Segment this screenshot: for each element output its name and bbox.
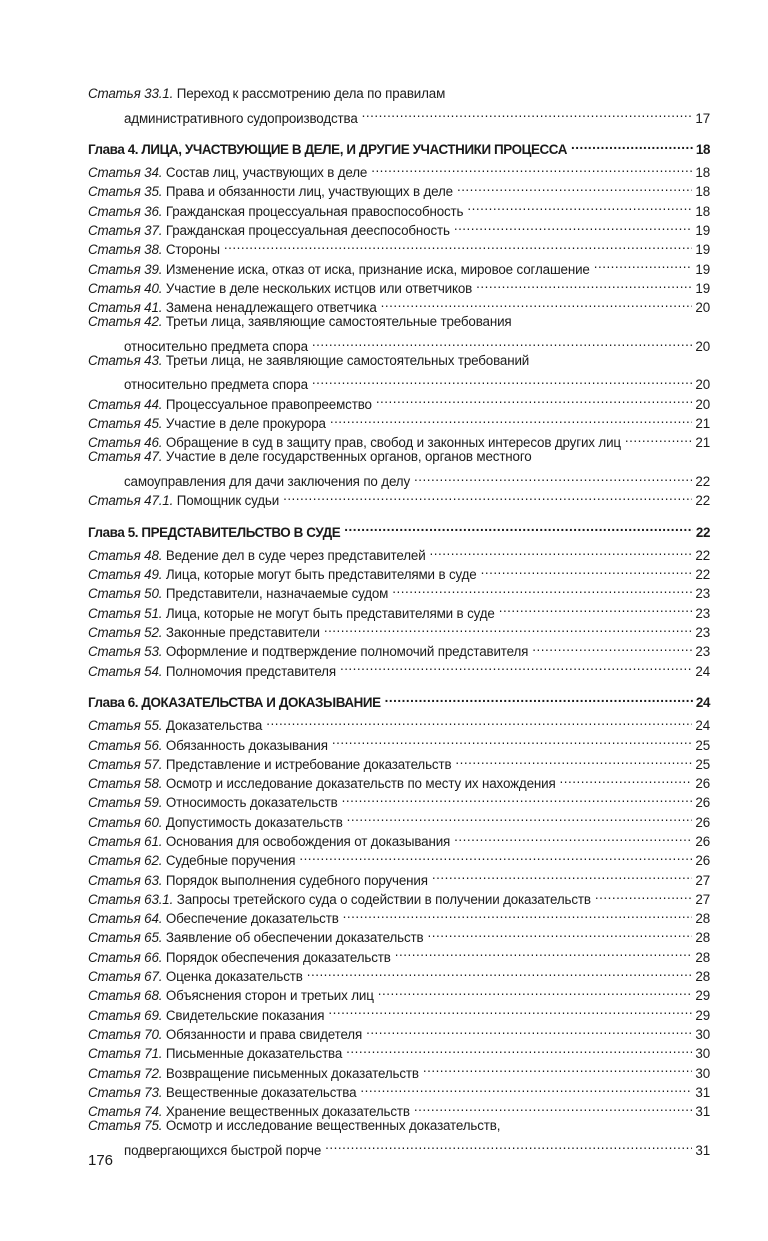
- dot-leader: [414, 1097, 693, 1116]
- toc-page-number: 29: [695, 988, 710, 1004]
- dot-leader: [392, 579, 692, 598]
- article-label: Статья 42.: [88, 314, 163, 330]
- dot-leader: [344, 517, 693, 536]
- chapter-title: Глава 6. ДОКАЗАТЕЛЬСТВА И ДОКАЗЫВАНИЕ: [88, 694, 381, 710]
- dot-leader: [362, 103, 693, 122]
- dot-leader: [594, 254, 693, 273]
- toc-chapter: [88, 517, 710, 540]
- article-title: Порядок обеспечения доказательств: [165, 949, 391, 965]
- dot-leader: [312, 332, 692, 351]
- toc-entry: [88, 904, 710, 927]
- toc-page-number: 31: [695, 1104, 710, 1120]
- article-title: Возвращение письменных доказательств: [165, 1065, 419, 1081]
- toc-line: [88, 351, 710, 370]
- toc-line: [88, 428, 710, 451]
- toc-page-number: 22: [695, 524, 710, 540]
- dot-leader: [423, 1058, 693, 1077]
- dot-leader: [571, 135, 693, 154]
- article-label: Статья 54.: [88, 663, 163, 679]
- toc-entry: [88, 196, 710, 219]
- toc-page-number: 19: [695, 280, 710, 296]
- article-title: Допустимость доказательств: [165, 814, 343, 830]
- toc-page-number: 30: [695, 1046, 710, 1062]
- article-title: Вещественные доказательства: [165, 1084, 357, 1100]
- article-label: Статья 55.: [88, 718, 163, 734]
- toc-line: [88, 293, 710, 316]
- article-title: Полномочия представителя: [165, 663, 336, 679]
- toc-chapter: [88, 688, 710, 710]
- toc-entry: [88, 177, 710, 200]
- toc-entry: [88, 1020, 710, 1042]
- dot-leader: [428, 923, 693, 942]
- toc-entry: [88, 428, 710, 451]
- toc-entry: [88, 84, 710, 126]
- article-title: Третьи лица, не заявляющие самостоятельных требований: [165, 352, 530, 368]
- dot-leader: [266, 711, 692, 730]
- article-title: Осмотр и исследование вещественных доказательств,: [165, 1118, 501, 1134]
- article-title: Хранение вещественных доказательств: [165, 1104, 410, 1120]
- article-label: Статья 71.: [88, 1046, 163, 1062]
- toc-page-number: 19: [695, 261, 710, 277]
- toc-entry: [88, 769, 710, 792]
- dot-leader: [455, 750, 692, 769]
- toc-entry: [88, 865, 710, 888]
- toc-page-number: 22: [695, 473, 710, 489]
- toc-line: [88, 807, 710, 830]
- article-label: Статья 50.: [88, 586, 163, 602]
- toc-page-number: 28: [695, 949, 710, 965]
- toc-line: [88, 560, 710, 583]
- dot-leader: [454, 216, 693, 235]
- article-title: Помощник судьи: [176, 493, 280, 509]
- toc-line: [88, 846, 710, 869]
- toc-page-number: 26: [695, 814, 710, 830]
- chapter-title: Глава 5. ПРЕДСТАВИТЕЛЬСТВО В СУДЕ: [88, 524, 341, 540]
- toc-page-number: 19: [695, 223, 710, 239]
- toc-entry: [88, 486, 710, 509]
- toc-line: [88, 196, 710, 219]
- toc-line: [88, 1000, 710, 1023]
- dot-leader: [481, 560, 693, 579]
- article-title: Процессуальное правопреемство: [165, 396, 372, 412]
- toc-entry: [88, 1097, 710, 1120]
- toc-entry: [88, 923, 710, 946]
- article-title: Права и обязанности лиц, участвующих в деле: [165, 184, 453, 200]
- toc-entry: [88, 447, 710, 489]
- toc-entry: [88, 216, 710, 239]
- toc-entry: [88, 846, 710, 869]
- article-label: Статья 63.1.: [88, 891, 174, 907]
- toc-line: [88, 312, 710, 331]
- toc-entry: [88, 827, 710, 849]
- toc-page-number: 19: [695, 242, 710, 258]
- toc-page-number: 23: [695, 644, 710, 660]
- article-label: Статья 47.: [88, 449, 163, 465]
- toc-page-number: 22: [695, 567, 710, 583]
- toc-line: [88, 1135, 710, 1158]
- article-label: Статья 72.: [88, 1065, 163, 1081]
- toc-page-number: 18: [695, 203, 710, 219]
- toc-line: [88, 637, 710, 660]
- article-title: Свидетельские показания: [165, 1007, 325, 1023]
- toc-line: [88, 962, 710, 985]
- dot-leader: [560, 769, 693, 788]
- toc-line: [88, 579, 710, 602]
- toc-line: [88, 827, 710, 849]
- toc-line: [88, 904, 710, 927]
- dot-leader: [625, 428, 692, 447]
- toc-page-number: 23: [695, 586, 710, 602]
- article-title: Письменные доказательства: [165, 1046, 343, 1062]
- article-label: Статья 34.: [88, 165, 163, 181]
- toc-entry: [88, 711, 710, 734]
- article-title: Оценка доказательств: [165, 969, 303, 985]
- article-label: Статья 59.: [88, 795, 163, 811]
- toc-entry: [88, 312, 710, 354]
- toc-page-number: 24: [695, 663, 710, 679]
- toc-page-number: 25: [695, 756, 710, 772]
- toc-page-number: 20: [695, 377, 710, 393]
- toc-entry: [88, 409, 710, 432]
- toc-line: [88, 135, 710, 157]
- toc-line: [88, 1116, 710, 1135]
- article-label: Статья 74.: [88, 1104, 163, 1120]
- article-label: Статья 41.: [88, 300, 163, 316]
- toc-line: [88, 1058, 710, 1081]
- article-label: Статья 47.1.: [88, 493, 174, 509]
- toc-page-number: 27: [695, 891, 710, 907]
- toc-line: [88, 730, 710, 753]
- dot-leader: [476, 274, 692, 293]
- dot-leader: [378, 981, 693, 1000]
- article-label: Статья 68.: [88, 988, 163, 1004]
- article-label: Статья 35.: [88, 184, 163, 200]
- article-label: Статья 51.: [88, 605, 163, 621]
- toc-line: [88, 332, 710, 354]
- dot-leader: [343, 904, 693, 923]
- toc-page-number: 21: [695, 435, 710, 451]
- article-title: относительно предмета спора: [124, 377, 308, 393]
- toc-entry: [88, 730, 710, 753]
- article-label: Статья 58.: [88, 776, 163, 792]
- article-label: Статья 65.: [88, 930, 163, 946]
- toc-page-number: 18: [695, 165, 710, 181]
- toc-line: [88, 370, 710, 393]
- page-number: 176: [88, 1152, 114, 1169]
- dot-leader: [395, 942, 693, 961]
- article-title: Гражданская процессуальная правоспособность: [165, 203, 464, 219]
- article-title: Гражданская процессуальная дееспособность: [165, 223, 450, 239]
- toc-line: [88, 541, 710, 563]
- article-title: Ведение дел в суде через представителей: [165, 547, 426, 563]
- toc-page-number: 18: [695, 141, 710, 157]
- toc-line: [88, 618, 710, 641]
- article-title: Участие в деле прокурора: [165, 416, 326, 432]
- toc-page-number: 26: [695, 833, 710, 849]
- toc-line: [88, 885, 710, 907]
- article-title: Оформление и подтверждение полномочий представителя: [165, 644, 529, 660]
- toc-page-number: 21: [695, 416, 710, 432]
- article-title: Обращение в суд в защиту прав, свобод и законных интересов других лиц: [165, 435, 621, 451]
- toc-entry: [88, 1039, 710, 1062]
- toc-page-number: 18: [695, 184, 710, 200]
- article-label: Статья 44.: [88, 396, 163, 412]
- toc-entry: [88, 618, 710, 641]
- article-title: Порядок выполнения судебного поручения: [165, 872, 428, 888]
- toc-line: [88, 923, 710, 946]
- article-label: Статья 39.: [88, 261, 163, 277]
- dot-leader: [224, 235, 693, 254]
- toc-entry: [88, 807, 710, 830]
- article-label: Статья 46.: [88, 435, 163, 451]
- toc-page-number: 24: [695, 718, 710, 734]
- dot-leader: [430, 541, 693, 560]
- article-title: Законные представители: [165, 625, 320, 641]
- article-label: Статья 66.: [88, 949, 163, 965]
- article-label: Статья 56.: [88, 737, 163, 753]
- dot-leader: [376, 389, 693, 408]
- toc-page-number: 26: [695, 776, 710, 792]
- article-title: самоуправления для дачи заключения по делу: [124, 473, 411, 489]
- article-title: Представление и истребование доказательств: [165, 756, 452, 772]
- article-title: подвергающихся быстрой порче: [124, 1142, 322, 1158]
- article-title: Запросы третейского суда о содействии в получении доказательств: [176, 891, 591, 907]
- toc-line: [88, 942, 710, 965]
- article-title: административного судопроизводства: [124, 110, 358, 126]
- toc-page-number: 20: [695, 338, 710, 354]
- article-title: Представители, назначаемые судом: [165, 586, 389, 602]
- toc-line: [88, 981, 710, 1004]
- dot-leader: [330, 409, 693, 428]
- toc-page-number: 30: [695, 1065, 710, 1081]
- article-title: относительно предмета спора: [124, 338, 308, 354]
- toc-line: [88, 769, 710, 792]
- article-title: Лица, которые не могут быть представителями в суде: [165, 605, 495, 621]
- dot-leader: [467, 196, 692, 215]
- toc-page-number: 31: [695, 1084, 710, 1100]
- toc-entry: [88, 598, 710, 621]
- dot-leader: [325, 1135, 692, 1154]
- article-title: Участие в деле нескольких истцов или ответчиков: [165, 280, 473, 296]
- article-label: Статья 37.: [88, 223, 163, 239]
- toc-entry: [88, 942, 710, 965]
- toc-line: [88, 467, 710, 489]
- article-title: Изменение иска, отказ от иска, признание иска, мировое соглашение: [165, 261, 590, 277]
- article-title: Обязанность доказывания: [165, 737, 328, 753]
- toc-page-number: 23: [695, 605, 710, 621]
- toc-entry: [88, 1000, 710, 1023]
- dot-leader: [324, 618, 693, 637]
- toc-entry: [88, 788, 710, 811]
- article-title: Переход к рассмотрению дела по правилам: [176, 86, 446, 101]
- toc-page-number: 24: [695, 694, 710, 710]
- dot-leader: [347, 807, 693, 826]
- toc-page-number: 26: [695, 853, 710, 869]
- article-label: Статья 48.: [88, 547, 163, 563]
- toc-page-number: 28: [695, 911, 710, 927]
- article-title: Третьи лица, заявляющие самостоятельные требования: [165, 314, 512, 330]
- article-label: Статья 53.: [88, 644, 163, 660]
- toc-page-number: 23: [695, 625, 710, 641]
- article-label: Статья 40.: [88, 280, 163, 296]
- toc-page-number: 28: [695, 930, 710, 946]
- article-label: Статья 33.1.: [88, 86, 174, 101]
- toc-page-number: 29: [695, 1007, 710, 1023]
- toc-page-number: 26: [695, 795, 710, 811]
- toc-entry: [88, 637, 710, 660]
- toc-page-number: 20: [695, 396, 710, 412]
- toc-entry: [88, 656, 710, 679]
- toc-entry: [88, 254, 710, 277]
- article-title: Участие в деле государственных органов, органов местного: [165, 449, 532, 465]
- toc-entry: [88, 579, 710, 602]
- dot-leader: [342, 788, 693, 807]
- dot-leader: [328, 1000, 692, 1019]
- article-title: Обеспечение доказательств: [165, 911, 339, 927]
- toc-entry: [88, 885, 710, 907]
- dot-leader: [385, 688, 693, 707]
- toc-entry: [88, 560, 710, 583]
- toc-line: [88, 447, 710, 466]
- toc-line: [88, 1097, 710, 1120]
- toc-line: [88, 158, 710, 181]
- toc-entry: [88, 389, 710, 412]
- article-label: Статья 70.: [88, 1026, 163, 1042]
- article-title: Лица, которые могут быть представителями в суде: [165, 567, 477, 583]
- toc-page-number: 22: [695, 493, 710, 509]
- dot-leader: [457, 177, 692, 196]
- toc-page-number: 25: [695, 737, 710, 753]
- article-label: Статья 43.: [88, 352, 163, 368]
- article-title: Основания для освобождения от доказывания: [165, 833, 451, 849]
- toc-page-number: 31: [695, 1142, 710, 1158]
- toc-entry: [88, 981, 710, 1004]
- toc-page-number: 30: [695, 1026, 710, 1042]
- table-of-contents: [88, 84, 710, 1158]
- toc-page-number: 27: [695, 872, 710, 888]
- article-label: Статья 38.: [88, 242, 163, 258]
- dot-leader: [312, 370, 692, 389]
- toc-page-number: 28: [695, 969, 710, 985]
- article-title: Заявление об обеспечении доказательств: [165, 930, 424, 946]
- toc-line: [88, 711, 710, 734]
- article-title: Доказательства: [165, 718, 263, 734]
- dot-leader: [360, 1078, 692, 1097]
- toc-line: [88, 688, 710, 710]
- toc-entry: [88, 1078, 710, 1100]
- article-label: Статья 57.: [88, 756, 163, 772]
- toc-line: [88, 1078, 710, 1100]
- article-title: Состав лиц, участвующих в деле: [165, 165, 368, 181]
- toc-entry: [88, 962, 710, 985]
- article-title: Стороны: [165, 242, 220, 258]
- toc-line: [88, 517, 710, 540]
- article-title: Обязанности и права свидетеля: [165, 1026, 363, 1042]
- dot-leader: [454, 827, 692, 846]
- toc-line: [88, 409, 710, 432]
- toc-line: [88, 788, 710, 811]
- toc-line: [88, 103, 710, 126]
- toc-line: [88, 750, 710, 772]
- toc-line: [88, 1039, 710, 1062]
- article-label: Статья 73.: [88, 1084, 163, 1100]
- dot-leader: [340, 656, 692, 675]
- toc-entry: [88, 274, 710, 296]
- dot-leader: [346, 1039, 692, 1058]
- toc-line: [88, 389, 710, 412]
- article-label: Статья 75.: [88, 1118, 163, 1134]
- article-label: Статья 63.: [88, 872, 163, 888]
- dot-leader: [366, 1020, 692, 1039]
- article-label: Статья 62.: [88, 853, 163, 869]
- toc-line: [88, 254, 710, 277]
- toc-page-number: 22: [695, 547, 710, 563]
- article-label: Статья 45.: [88, 416, 163, 432]
- article-label: Статья 49.: [88, 567, 163, 583]
- toc-line: [88, 216, 710, 239]
- toc-entry: [88, 1116, 710, 1158]
- toc-entry: [88, 351, 710, 393]
- article-label: Статья 36.: [88, 203, 163, 219]
- toc-page-number: 17: [695, 110, 710, 126]
- toc-entry: [88, 541, 710, 563]
- article-title: Относимость доказательств: [165, 795, 338, 811]
- dot-leader: [432, 865, 693, 884]
- toc-entry: [88, 235, 710, 258]
- article-title: Замена ненадлежащего ответчика: [165, 300, 377, 316]
- toc-line: [88, 274, 710, 296]
- chapter-title: Глава 4. ЛИЦА, УЧАСТВУЮЩИЕ В ДЕЛЕ, И ДРУГИЕ УЧАСТНИКИ ПРОЦЕССА: [88, 141, 567, 157]
- dot-leader: [307, 962, 693, 981]
- article-label: Статья 52.: [88, 625, 163, 641]
- toc-line: [88, 1020, 710, 1042]
- toc-line: [88, 865, 710, 888]
- toc-line: [88, 235, 710, 258]
- dot-leader: [283, 486, 692, 505]
- toc-page-number: 20: [695, 300, 710, 316]
- toc-entry: [88, 293, 710, 316]
- toc-line: [88, 486, 710, 509]
- dot-leader: [499, 598, 693, 617]
- article-label: Статья 67.: [88, 969, 163, 985]
- dot-leader: [371, 158, 692, 177]
- toc-line: [88, 177, 710, 200]
- toc-chapter: [88, 135, 710, 157]
- toc-entry: [88, 158, 710, 181]
- dot-leader: [381, 293, 693, 312]
- article-label: Статья 60.: [88, 814, 163, 830]
- dot-leader: [299, 846, 692, 865]
- toc-line: [88, 656, 710, 679]
- dot-leader: [414, 467, 692, 486]
- article-label: Статья 64.: [88, 911, 163, 927]
- dot-leader: [332, 730, 693, 749]
- toc-entry: [88, 750, 710, 772]
- article-label: Статья 61.: [88, 833, 163, 849]
- toc-line: [88, 598, 710, 621]
- article-title: Осмотр и исследование доказательств по месту их нахождения: [165, 776, 556, 792]
- dot-leader: [532, 637, 692, 656]
- dot-leader: [595, 885, 693, 904]
- toc-entry: [88, 1058, 710, 1081]
- article-title: Объяснения сторон и третьих лиц: [165, 988, 374, 1004]
- article-title: Судебные поручения: [165, 853, 296, 869]
- toc-line: [88, 84, 710, 103]
- article-label: Статья 69.: [88, 1007, 163, 1023]
